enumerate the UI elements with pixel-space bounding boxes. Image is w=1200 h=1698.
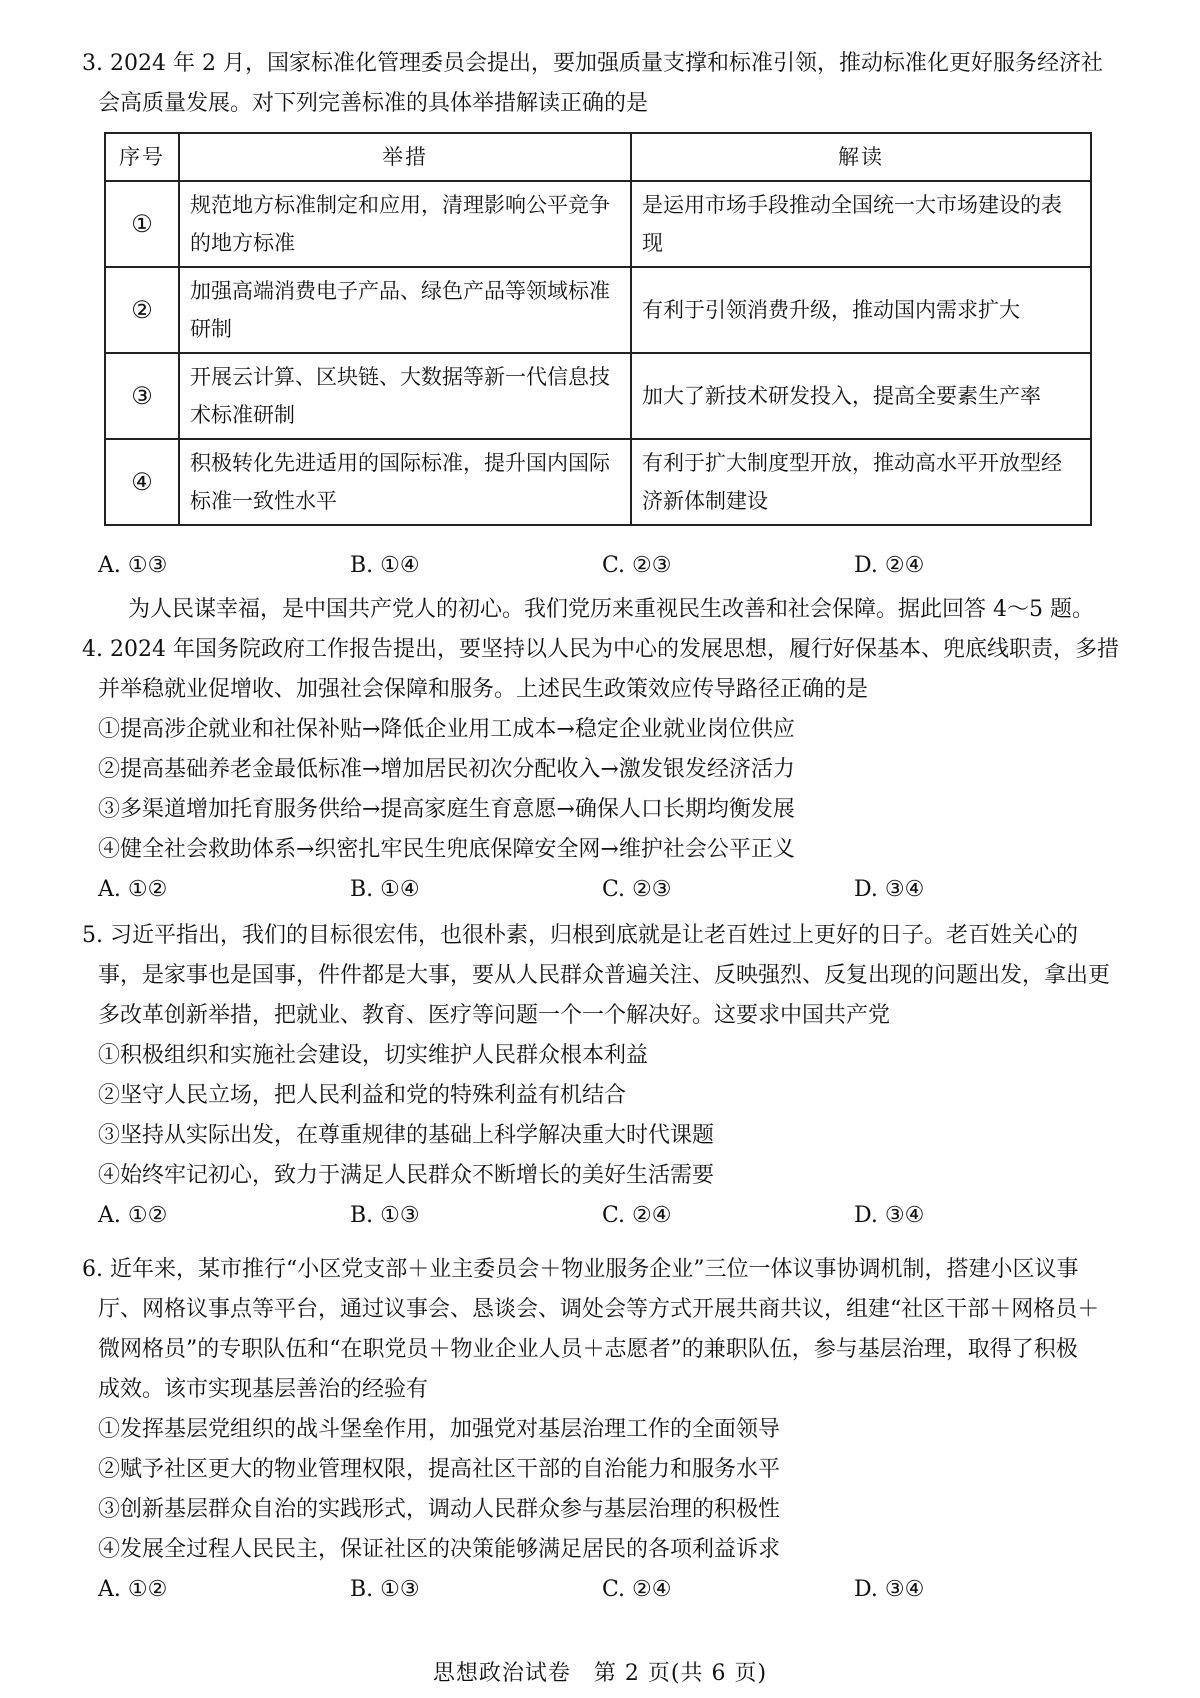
question-5-stem-line-3: 多改革创新举措，把就业、教育、医疗等问题一个一个解决好。这要求中国共产党	[98, 1003, 891, 1028]
choice-b[interactable]: B. ①③	[350, 1577, 420, 1602]
choice-c[interactable]: C. ②③	[602, 877, 672, 902]
row-interpretation: 是运用市场手段推动全国统一大市场建设的表现	[631, 181, 1091, 267]
row-number: ④	[105, 439, 179, 525]
choice-b[interactable]: B. ①④	[350, 877, 420, 902]
lead-text: 为人民谋幸福，是中国共产党人的初心。我们党历来重视民生改善和社会保障。据此回答 4～5 题。	[128, 597, 1094, 622]
question-3-choices	[82, 546, 1122, 586]
question-6-stem-line-1: 6. 近年来，某市推行“小区党支部＋业主委员会＋物业服务企业”三位一体议事协调机制，搭建小区议事	[82, 1257, 1079, 1282]
question-4-option-4: ④健全社会救助体系→织密扎牢民生兜底保障安全网→维护社会公平正义	[98, 837, 795, 862]
table-row	[105, 181, 1091, 267]
question-5-option-3: ③坚持从实际出发，在尊重规律的基础上科学解决重大时代课题	[98, 1123, 715, 1148]
question-5-choices	[98, 1196, 1122, 1236]
question-5-option-2: ②坚守人民立场，把人民利益和党的特殊利益有机结合	[98, 1083, 627, 1108]
row-interpretation: 有利于引领消费升级，推动国内需求扩大	[631, 267, 1091, 353]
question-6-option-2: ②赋予社区更大的物业管理权限，提高社区干部的自治能力和服务水平	[98, 1457, 781, 1482]
table-header-row	[105, 133, 1091, 181]
question-6-option-4: ④发展全过程人民民主，保证社区的决策能够满足居民的各项利益诉求	[98, 1537, 781, 1562]
question-6	[82, 1250, 1122, 1610]
question-5-stem-line-1: 5. 习近平指出，我们的目标很宏伟，也很朴素，归根到底就是让老百姓过上更好的日子。老百姓关心的	[82, 923, 1078, 948]
choice-c[interactable]: C. ②③	[602, 553, 672, 578]
measures-table	[104, 132, 1092, 526]
question-4-option-3: ③多渠道增加托育服务供给→提高家庭生育意愿→确保人口长期均衡发展	[98, 797, 795, 822]
question-6-option-1: ①发挥基层党组织的战斗堡垒作用，加强党对基层治理工作的全面领导	[98, 1417, 781, 1442]
question-4	[82, 630, 1122, 910]
question-5-option-4: ④始终牢记初心，致力于满足人民群众不断增长的美好生活需要	[98, 1163, 715, 1188]
table-row	[105, 439, 1091, 525]
choice-a[interactable]: A. ①②	[98, 877, 168, 902]
row-measure: 规范地方标准制定和应用，清理影响公平竞争的地方标准	[179, 181, 631, 267]
choice-c[interactable]: C. ②④	[602, 1577, 672, 1602]
question-6-stem-line-3: 微网格员”的专职队伍和“在职党员＋物业企业人员＋志愿者”的兼职队伍，参与基层治理，取得了积极	[98, 1337, 1078, 1362]
question-4-stem-line-2: 并举稳就业促增收、加强社会保障和服务。上述民生政策效应传导路径正确的是	[98, 677, 869, 702]
row-measure: 积极转化先进适用的国际标准，提升国内国际标准一致性水平	[179, 439, 631, 525]
question-3-stem-line-1: 3. 2024 年 2 月，国家标准化管理委员会提出，要加强质量支撑和标准引领，推动标准化更好服务经济社	[82, 51, 1103, 76]
question-5-stem-line-2: 事，是家事也是国事，件件都是大事，要从人民群众普遍关注、反映强烈、反复出现的问题出发，拿出更	[98, 963, 1111, 988]
question-4-choices	[98, 870, 1122, 910]
choice-a[interactable]: A. ①②	[98, 1577, 168, 1602]
header-interpretation: 解读	[631, 133, 1091, 181]
choice-d[interactable]: D. ③④	[854, 1203, 925, 1228]
row-interpretation: 有利于扩大制度型开放，推动高水平开放型经济新体制建设	[631, 439, 1091, 525]
page-footer: 思想政治试卷 第 2 页(共 6 页)	[432, 1661, 768, 1686]
choice-a[interactable]: A. ①②	[98, 1203, 168, 1228]
question-6-stem-line-4: 成效。该市实现基层善治的经验有	[98, 1377, 429, 1402]
header-measure: 举措	[179, 133, 631, 181]
question-5-option-1: ①积极组织和实施社会建设，切实维护人民群众根本利益	[98, 1043, 649, 1068]
question-6-stem-line-2: 厅、网格议事点等平台，通过议事会、恳谈会、调处会等方式开展共商共议，组建“社区干部＋网格员＋	[98, 1297, 1100, 1322]
header-number: 序号	[105, 133, 179, 181]
choice-d[interactable]: D. ③④	[854, 1577, 925, 1602]
question-3	[82, 44, 1122, 124]
row-number: ③	[105, 353, 179, 439]
question-4-stem-line-1: 4. 2024 年国务院政府工作报告提出，要坚持以人民为中心的发展思想，履行好保基本、兜底线职责，多措	[82, 637, 1119, 662]
choice-c[interactable]: C. ②④	[602, 1203, 672, 1228]
question-5	[82, 916, 1122, 1236]
question-6-choices	[98, 1570, 1122, 1610]
question-3-stem-line-2: 会高质量发展。对下列完善标准的具体举措解读正确的是	[98, 91, 649, 116]
question-4-option-2: ②提高基础养老金最低标准→增加居民初次分配收入→激发银发经济活力	[98, 757, 795, 782]
choice-b[interactable]: B. ①④	[350, 553, 420, 578]
row-interpretation: 加大了新技术研发投入，提高全要素生产率	[631, 353, 1091, 439]
table-row	[105, 353, 1091, 439]
choice-d[interactable]: D. ②④	[854, 553, 925, 578]
row-number: ②	[105, 267, 179, 353]
question-6-option-3: ③创新基层群众自治的实践形式，调动人民群众参与基层治理的积极性	[98, 1497, 781, 1522]
choice-b[interactable]: B. ①③	[350, 1203, 420, 1228]
choice-d[interactable]: D. ③④	[854, 877, 925, 902]
table-row	[105, 267, 1091, 353]
row-measure: 加强高端消费电子产品、绿色产品等领域标准研制	[179, 267, 631, 353]
choice-a[interactable]: A. ①③	[98, 553, 168, 578]
row-number: ①	[105, 181, 179, 267]
question-4-option-1: ①提高涉企就业和社保补贴→降低企业用工成本→稳定企业就业岗位供应	[98, 717, 795, 742]
row-measure: 开展云计算、区块链、大数据等新一代信息技术标准研制	[179, 353, 631, 439]
